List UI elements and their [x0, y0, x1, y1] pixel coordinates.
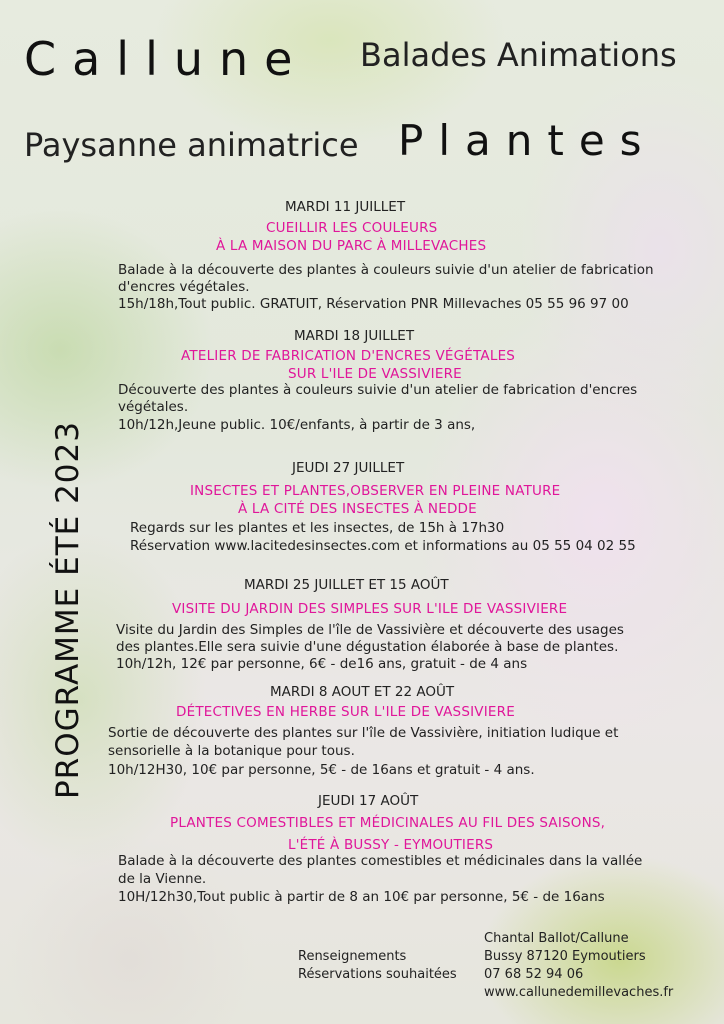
event-date: MARDI 11 JUILLET [285, 199, 406, 215]
footer-info: Réservations souhaitées [298, 967, 457, 982]
event-description: de la Vienne. [118, 871, 207, 887]
event-description: Réservation www.lacitedesinsectes.com et informations au 05 55 04 02 55 [130, 538, 636, 554]
event-title: ATELIER DE FABRICATION D'ENCRES VÉGÉTALES [181, 348, 516, 364]
event-date: JEUDI 17 AOÛT [318, 793, 419, 809]
event-description: Visite du Jardin des Simples de l'île de Vassivière et découverte des usages [116, 622, 624, 638]
title-plantes: Plantes [398, 116, 657, 165]
event-description: sensorielle à la botanique pour tous. [108, 743, 355, 759]
programme-vertical-title: PROGRAMME ÉTÉ 2023 [50, 421, 86, 799]
event-title: PLANTES COMESTIBLES ET MÉDICINALES AU FIL DES SAISONS, [170, 815, 606, 831]
event-date: MARDI 18 JUILLET [294, 328, 415, 344]
event-title: À LA MAISON DU PARC À MILLEVACHES [216, 238, 487, 254]
contact-address: Bussy 87120 Eymoutiers [484, 949, 646, 964]
event-date: JEUDI 27 JUILLET [292, 460, 405, 476]
event-title: SUR L'ILE DE VASSIVIERE [288, 366, 462, 382]
contact-website[interactable]: www.callunedemillevaches.fr [484, 985, 674, 1000]
event-title: À LA CITÉ DES INSECTES À NEDDE [238, 501, 477, 517]
footer-info: Renseignements [298, 949, 407, 964]
event-description: d'encres végétales. [118, 279, 250, 295]
subtitle-balades: Balades Animations [360, 36, 677, 74]
event-title: CUEILLIR LES COULEURS [266, 220, 438, 236]
event-title: L'ÉTÉ À BUSSY - EYMOUTIERS [288, 837, 494, 853]
event-description: 10h/12h, 12€ par personne, 6€ - de16 ans, gratuit - de 4 ans [116, 656, 528, 672]
event-description: 10h/12h,Jeune public. 10€/enfants, à partir de 3 ans, [118, 417, 476, 433]
event-description: 10h/12H30, 10€ par personne, 5€ - de 16ans et gratuit - 4 ans. [108, 762, 535, 778]
brand-name: Callune [24, 32, 309, 86]
contact-phone: 07 68 52 94 06 [484, 967, 584, 982]
event-description: 10H/12h30,Tout public à partir de 8 an 10€ par personne, 5€ - de 16ans [118, 889, 605, 905]
event-date: MARDI 25 JUILLET ET 15 AOÛT [244, 577, 449, 593]
event-title: DÉTECTIVES EN HERBE SUR L'ILE DE VASSIVIERE [176, 704, 515, 720]
contact-name: Chantal Ballot/Callune [484, 931, 629, 946]
event-description: Découverte des plantes à couleurs suivie d'un atelier de fabrication d'encres [118, 382, 638, 398]
event-description: 15h/18h,Tout public. GRATUIT, Réservation PNR Millevaches 05 55 96 97 00 [118, 296, 629, 312]
event-description: Sortie de découverte des plantes sur l'île de Vassivière, initiation ludique et [108, 725, 619, 741]
subtitle-paysanne: Paysanne animatrice [24, 126, 359, 164]
event-description: Regards sur les plantes et les insectes, de 15h à 17h30 [130, 520, 505, 536]
event-title: INSECTES ET PLANTES,OBSERVER EN PLEINE NATURE [190, 483, 561, 499]
event-date: MARDI 8 AOUT ET 22 AOÛT [270, 684, 455, 700]
event-title: VISITE DU JARDIN DES SIMPLES SUR L'ILE DE VASSIVIERE [172, 601, 568, 617]
event-description: végétales. [118, 399, 189, 415]
event-description: Balade à la découverte des plantes à couleurs suivie d'un atelier de fabrication [118, 262, 654, 278]
event-description: des plantes.Elle sera suivie d'une dégustation élaborée à base de plantes. [116, 639, 619, 655]
event-description: Balade à la découverte des plantes comestibles et médicinales dans la vallée [118, 853, 643, 869]
